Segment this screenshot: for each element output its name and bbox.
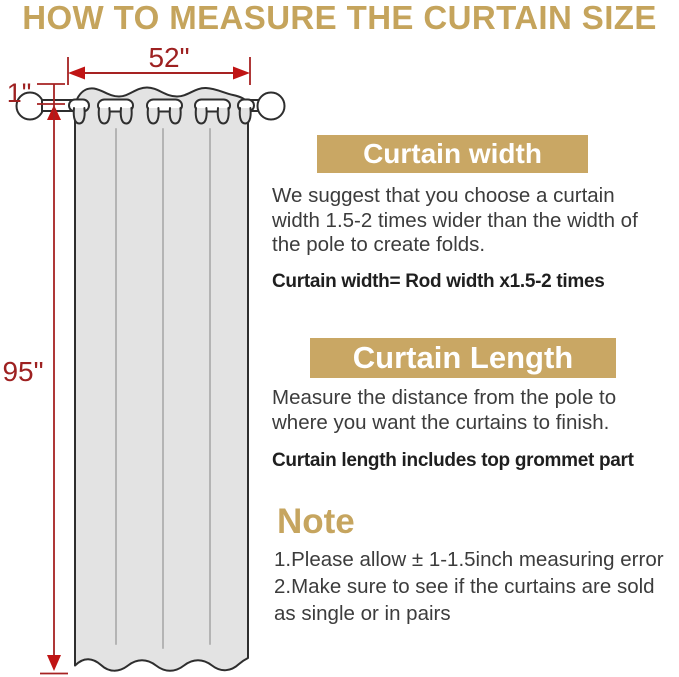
curtain-length-heading-label: Curtain Length: [352, 340, 574, 375]
width-dimension: [68, 42, 250, 85]
arrow-down-icon: [47, 655, 61, 671]
curtain-width-heading-label: Curtain width: [363, 138, 542, 169]
note-item: 1.Please allow ± 1-1.5inch measuring error: [274, 548, 664, 571]
rod-finial-right: [258, 93, 285, 120]
curtain-length-heading: [310, 338, 616, 378]
width-measurement-label: 52": [148, 42, 190, 73]
curtain-diagram: [0, 0, 310, 677]
arrow-right-icon: [233, 67, 250, 80]
curtain-width-description: We suggest that you choose a curtain width 1.5-2 times wider than the width of the pole to create folds.: [272, 184, 638, 256]
curtain-width-heading: [317, 135, 588, 173]
length-dimension: [2, 84, 68, 674]
page-title: HOW TO MEASURE THE CURTAIN SIZE: [22, 0, 657, 36]
curtain-length-description: Measure the distance from the pole to where you want the curtains to finish.: [272, 386, 617, 434]
arrow-left-icon: [68, 67, 85, 80]
note-item: 2.Make sure to see if the curtains are sold as single or in pairs: [274, 575, 655, 625]
curtain-length-formula: Curtain length includes top grommet part: [272, 450, 634, 471]
note-heading: Note: [277, 502, 355, 541]
grommet-measurement-label: 1": [6, 78, 32, 108]
curtain-panel: [75, 88, 248, 671]
length-measurement-label: 95": [2, 356, 44, 387]
curtain-width-formula: Curtain width= Rod width x1.5-2 times: [272, 271, 605, 292]
note-list: [274, 546, 670, 627]
